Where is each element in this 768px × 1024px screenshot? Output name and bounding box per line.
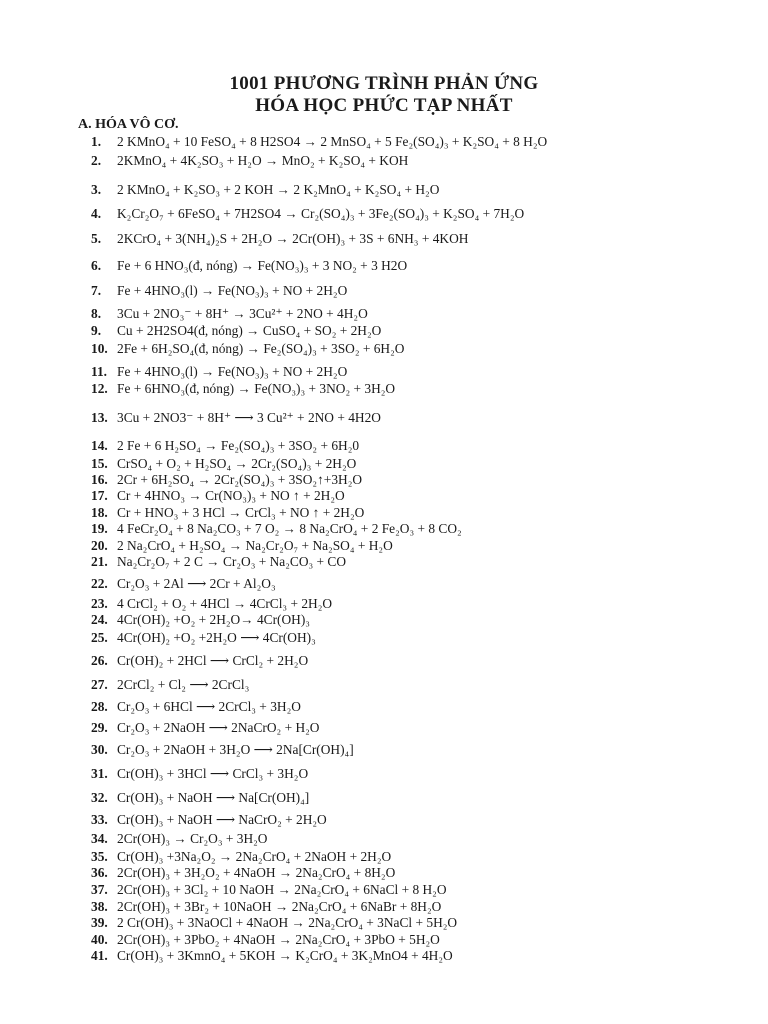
equation-number: 13. xyxy=(91,410,108,425)
equation-number: 11. xyxy=(91,364,107,379)
equation-text: Fe + 4HNO₃(l) → Fe(NO₃)₃ + NO + 2H₂O xyxy=(117,364,348,379)
equation-text: 2 Fe + 6 H₂SO₄ → Fe₂(SO₄)₃ + 3SO₂ + 6H₂0 xyxy=(117,438,360,453)
equation-row xyxy=(91,521,761,536)
section-heading: A. HÓA VÔ CƠ. xyxy=(78,117,179,132)
equation-text: 3Cu + 2NO3⁻ + 8H⁺ ⟶ 3 Cu²⁺ + 2NO + 4H2O xyxy=(117,410,381,425)
equation-number: 37. xyxy=(91,882,108,897)
equation-row xyxy=(91,612,761,627)
equation-row xyxy=(91,831,761,846)
equation-text: 2 Cr(OH)₃ + 3NaOCl + 4NaOH → 2Na₂CrO₄ + 3NaCl + 5H₂O xyxy=(117,915,458,930)
equation-row xyxy=(91,720,761,735)
equation-number: 26. xyxy=(91,653,108,668)
equation-text: 2Cr(OH)₃ → Cr₂O₃ + 3H₂O xyxy=(117,831,268,846)
equation-number: 16. xyxy=(91,472,108,487)
equation-number: 6. xyxy=(91,258,102,273)
equation-row xyxy=(91,258,761,273)
equation-row xyxy=(91,381,761,396)
equation-row xyxy=(91,438,761,453)
equation-row xyxy=(91,932,761,947)
equation-row xyxy=(91,849,761,864)
equation-number: 40. xyxy=(91,932,108,947)
equation-row xyxy=(91,596,761,611)
equation-row xyxy=(91,323,761,338)
equation-text: 2KMnO₄ + 4K₂SO₃ + H₂O → MnO₂ + K₂SO₄ + KOH xyxy=(117,153,409,168)
equation-number: 27. xyxy=(91,677,108,692)
equation-number: 9. xyxy=(91,323,102,338)
equation-text: 2Fe + 6H₂SO₄(đ, nóng) → Fe₂(SO₄)₃ + 3SO₂ + 6H₂O xyxy=(117,341,405,356)
equation-text: 2Cr(OH)₃ + 3H₂O₂ + 4NaOH → 2Na₂CrO₄ + 8H₂O xyxy=(117,865,396,880)
equation-row xyxy=(91,472,761,487)
equation-row xyxy=(91,899,761,914)
document-title-line1: 1001 PHƯƠNG TRÌNH PHẢN ỨNG xyxy=(229,73,539,94)
equation-row xyxy=(91,505,761,520)
equation-text: 4 FeCr₂O₄ + 8 Na₂CO₃ + 7 O₂ → 8 Na₂CrO₄ + 2 Fe₂O₃ + 8 CO₂ xyxy=(117,521,462,536)
equation-text: Cr₂O₃ + 2Al ⟶ 2Cr + Al₂O₃ xyxy=(117,576,276,591)
equation-text: 2 KMnO₄ + K₂SO₃ + 2 KOH → 2 K₂MnO₄ + K₂SO₄ + H₂O xyxy=(117,182,440,197)
equation-number: 19. xyxy=(91,521,108,536)
equation-text: Na₂Cr₂O₇ + 2 C → Cr₂O₃ + Na₂CO₃ + CO xyxy=(117,554,347,569)
equation-text: Cr + HNO₃ + 3 HCl → CrCl₃ + NO ↑ + 2H₂O xyxy=(117,505,365,520)
equation-text: Cr₂O₃ + 6HCl ⟶ 2CrCl₃ + 3H₂O xyxy=(117,699,301,714)
equation-number: 10. xyxy=(91,341,108,356)
equation-row xyxy=(91,341,761,356)
equation-text: 2Cr(OH)₃ + 3Br₂ + 10NaOH → 2Na₂CrO₄ + 6NaBr + 8H₂O xyxy=(117,899,442,914)
equation-number: 2. xyxy=(91,153,102,168)
equation-text: Cr(OH)₃ +3Na₂O₂ → 2Na₂CrO₄ + 2NaOH + 2H₂O xyxy=(117,849,392,864)
equation-number: 34. xyxy=(91,831,108,846)
equation-row xyxy=(91,134,761,149)
equation-number: 22. xyxy=(91,576,108,591)
equation-row xyxy=(91,153,761,168)
equation-text: Cr(OH)₃ + 3KmnO₄ + 5KOH → K₂CrO₄ + 3K₂MnO4 + 4H₂O xyxy=(117,948,453,963)
equation-text: Fe + 4HNO₃(l) → Fe(NO₃)₃ + NO + 2H₂O xyxy=(117,283,348,298)
equation-text: 2 Na₂CrO₄ + H₂SO₄ → Na₂Cr₂O₇ + Na₂SO₄ + H₂O xyxy=(117,538,393,553)
equation-number: 35. xyxy=(91,849,108,864)
equation-number: 30. xyxy=(91,742,108,757)
equation-number: 25. xyxy=(91,630,108,645)
equation-row xyxy=(91,865,761,880)
equation-text: Cu + 2H2SO4(đ, nóng) → CuSO₄ + SO₂ + 2H₂O xyxy=(117,323,382,338)
equation-number: 41. xyxy=(91,948,108,963)
equation-text: K₂Cr₂O₇ + 6FeSO₄ + 7H2SO4 → Cr₂(SO₄)₃ + 3Fe₂(SO₄)₃ + K₂SO₄ + 7H₂O xyxy=(117,206,525,221)
equation-row xyxy=(91,677,761,692)
equation-number: 36. xyxy=(91,865,108,880)
equation-text: 2Cr(OH)₃ + 3PbO₂ + 4NaOH → 2Na₂CrO₄ + 3PbO + 5H₂O xyxy=(117,932,440,947)
equation-text: Cr₂O₃ + 2NaOH ⟶ 2NaCrO₂ + H₂O xyxy=(117,720,320,735)
equation-row xyxy=(91,653,761,668)
equation-number: 20. xyxy=(91,538,108,553)
equation-text: Cr(OH)₂ + 2HCl ⟶ CrCl₂ + 2H₂O xyxy=(117,653,309,668)
equation-number: 14. xyxy=(91,438,108,453)
equation-number: 32. xyxy=(91,790,108,805)
equation-number: 39. xyxy=(91,915,108,930)
equation-row xyxy=(91,554,761,569)
equation-number: 31. xyxy=(91,766,108,781)
equation-number: 33. xyxy=(91,812,108,827)
equation-text: 2KCrO₄ + 3(NH₄)₂S + 2H₂O → 2Cr(OH)₃ + 3S + 6NH₃ + 4KOH xyxy=(117,231,469,246)
equation-number: 1. xyxy=(91,134,102,149)
equation-text: 2CrCl₂ + Cl₂ ⟶ 2CrCl₃ xyxy=(117,677,250,692)
equation-number: 5. xyxy=(91,231,102,246)
equation-row xyxy=(91,410,761,425)
equation-number: 38. xyxy=(91,899,108,914)
equation-number: 23. xyxy=(91,596,108,611)
equation-text: 2Cr + 6H₂SO₄ → 2Cr₂(SO₄)₃ + 3SO₂↑+3H₂O xyxy=(117,472,363,487)
equation-text: 4Cr(OH)₂ +O₂ +2H₂O ⟶ 4Cr(OH)₃ xyxy=(117,630,316,645)
equation-row xyxy=(91,630,761,645)
equation-text: 4Cr(OH)₂ +O₂ + 2H₂O→ 4Cr(OH)₃ xyxy=(117,612,310,627)
document-title-line2: HÓA HỌC PHỨC TẠP NHẤT xyxy=(255,95,513,116)
equation-row xyxy=(91,306,761,321)
equation-text: 2 KMnO₄ + 10 FeSO₄ + 8 H2SO4 → 2 MnSO₄ + 5 Fe₂(SO₄)₃ + K₂SO₄ + 8 H₂O xyxy=(117,134,548,149)
equation-text: Cr + 4HNO₃ → Cr(NO₃)₃ + NO ↑ + 2H₂O xyxy=(117,488,345,503)
equation-row xyxy=(91,488,761,503)
equation-number: 7. xyxy=(91,283,102,298)
equation-number: 15. xyxy=(91,456,108,471)
equation-text: Cr(OH)₃ + NaOH ⟶ Na[Cr(OH)₄] xyxy=(117,790,310,805)
equation-text: CrSO₄ + O₂ + H₂SO₄ → 2Cr₂(SO₄)₃ + 2H₂O xyxy=(117,456,357,471)
equation-text: Cr(OH)₃ + 3HCl ⟶ CrCl₃ + 3H₂O xyxy=(117,766,309,781)
equation-row xyxy=(91,231,761,246)
equation-number: 24. xyxy=(91,612,108,627)
equation-row xyxy=(91,766,761,781)
equation-row xyxy=(91,812,761,827)
equation-row xyxy=(91,948,761,963)
equation-text: 3Cu + 2NO₃⁻ + 8H⁺ → 3Cu²⁺ + 2NO + 4H₂O xyxy=(117,306,368,321)
equation-text: 4 CrCl₂ + O₂ + 4HCl → 4CrCl₃ + 2H₂O xyxy=(117,596,333,611)
equation-row xyxy=(91,790,761,805)
equation-text: 2Cr(OH)₃ + 3Cl₂ + 10 NaOH → 2Na₂CrO₄ + 6NaCl + 8 H₂O xyxy=(117,882,447,897)
equation-row xyxy=(91,742,761,757)
equation-text: Cr₂O₃ + 2NaOH + 3H₂O ⟶ 2Na[Cr(OH)₄] xyxy=(117,742,354,757)
equation-number: 3. xyxy=(91,182,102,197)
equation-row xyxy=(91,283,761,298)
equation-number: 12. xyxy=(91,381,108,396)
equation-row xyxy=(91,456,761,471)
equation-number: 28. xyxy=(91,699,108,714)
equation-number: 17. xyxy=(91,488,108,503)
equation-row xyxy=(91,699,761,714)
equation-row xyxy=(91,576,761,591)
equation-row xyxy=(91,882,761,897)
equation-text: Fe + 6HNO₃(đ, nóng) → Fe(NO₃)₃ + 3NO₂ + 3H₂O xyxy=(117,381,396,396)
equation-row xyxy=(91,182,761,197)
equation-row xyxy=(91,915,761,930)
equation-number: 4. xyxy=(91,206,102,221)
equation-number: 18. xyxy=(91,505,108,520)
equation-number: 29. xyxy=(91,720,108,735)
equation-row xyxy=(91,538,761,553)
equation-text: Fe + 6 HNO₃(đ, nóng) → Fe(NO₃)₃ + 3 NO₂ + 3 H2O xyxy=(117,258,408,273)
equation-row xyxy=(91,364,761,379)
equation-number: 8. xyxy=(91,306,102,321)
equation-text: Cr(OH)₃ + NaOH ⟶ NaCrO₂ + 2H₂O xyxy=(117,812,327,827)
equation-number: 21. xyxy=(91,554,108,569)
equation-row xyxy=(91,206,761,221)
